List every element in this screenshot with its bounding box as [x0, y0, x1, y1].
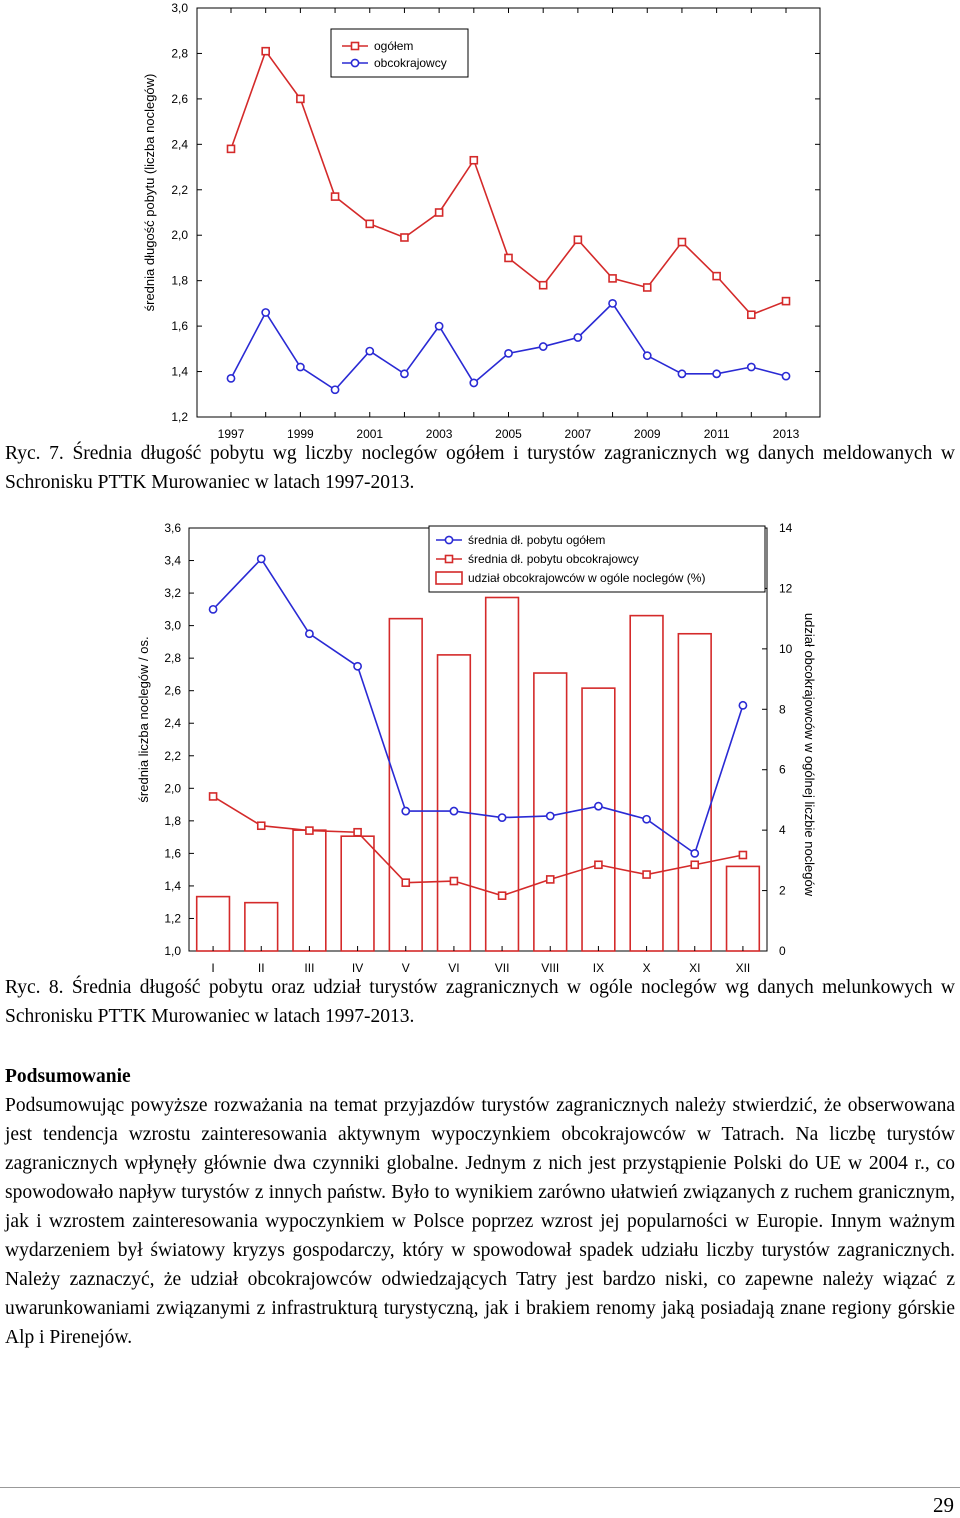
y-tick-label: 3,2 [164, 586, 181, 601]
y-tick-label: 1,2 [171, 410, 188, 424]
y2-tick-label: 8 [779, 702, 786, 717]
data-point [595, 803, 602, 810]
x-tick-label: VI [448, 961, 460, 975]
data-point [505, 350, 512, 357]
bar [341, 836, 374, 951]
x-tick-label: VIII [541, 961, 560, 975]
y-axis-label: średnia liczba noclegów / os. [136, 636, 151, 803]
x-tick-label: III [304, 961, 315, 975]
data-point [547, 812, 554, 819]
data-point [401, 370, 408, 377]
data-point [691, 861, 698, 868]
data-point [739, 702, 746, 709]
bar [438, 655, 471, 951]
data-point [227, 375, 234, 382]
x-tick-label: 2007 [564, 427, 592, 441]
x-tick-label: 2013 [772, 427, 800, 441]
y2-tick-label: 10 [779, 641, 793, 656]
data-point [498, 814, 505, 821]
data-point [713, 370, 720, 377]
y-tick-label: 2,6 [171, 91, 188, 106]
y-tick-label: 2,4 [164, 716, 181, 731]
y2-axis-label: udział obcokrajowców w ogólnej liczbie noclegów [802, 612, 817, 897]
data-point [354, 829, 361, 836]
legend [331, 29, 468, 77]
y-tick-label: 3,0 [171, 1, 188, 15]
data-point [436, 323, 443, 330]
chart-1 [0, 0, 960, 445]
data-point [402, 879, 409, 886]
y-tick-label: 2,0 [164, 781, 181, 796]
y-tick-label: 3,6 [164, 521, 181, 535]
x-tick-label: IX [592, 961, 605, 975]
x-tick-label: I [211, 961, 215, 975]
y-tick-label: 1,6 [171, 319, 188, 334]
data-point [401, 234, 408, 241]
data-point [540, 282, 547, 289]
figure-caption-8: Ryc. 8. Średnia długość pobytu oraz udział turystów zagranicznych w ogóle noclegów wg danych melunkowych w Schronisku PTTK Murowaniec w latach 1997-2013. [5, 977, 955, 1027]
data-point [609, 300, 616, 307]
data-point [258, 555, 265, 562]
y-tick-label: 2,0 [171, 228, 188, 243]
data-point [643, 871, 650, 878]
data-point [505, 254, 512, 261]
page-number: 29 [933, 1493, 954, 1517]
x-tick-label: IV [351, 961, 364, 975]
data-point [306, 630, 313, 637]
data-point [470, 379, 477, 386]
y2-tick-label: 6 [779, 762, 786, 777]
data-point [540, 343, 547, 350]
legend-marker [446, 556, 453, 563]
bar [389, 619, 422, 951]
series-line [231, 51, 786, 315]
y2-tick-label: 2 [779, 883, 786, 898]
x-tick-label: VII [494, 961, 510, 975]
data-point [739, 852, 746, 859]
data-point [332, 193, 339, 200]
x-tick-label: II [257, 961, 265, 975]
data-point [595, 861, 602, 868]
data-point [644, 284, 651, 291]
y2-tick-label: 12 [779, 581, 793, 596]
bar [293, 830, 326, 951]
data-point [228, 145, 235, 152]
y-tick-label: 2,8 [164, 651, 181, 666]
data-point [450, 807, 457, 814]
y-tick-label: 1,4 [164, 878, 181, 893]
y-tick-label: 2,2 [171, 182, 188, 197]
data-point [643, 816, 650, 823]
data-point [713, 273, 720, 280]
data-point [297, 95, 304, 102]
y-tick-label: 2,4 [171, 137, 188, 152]
x-tick-label: 1999 [287, 427, 314, 441]
data-point [574, 334, 581, 341]
y-tick-label: 2,6 [164, 683, 181, 698]
x-tick-label: 2003 [425, 427, 453, 441]
y2-tick-label: 14 [779, 521, 793, 535]
data-point [366, 220, 373, 227]
y-tick-label: 1,8 [164, 813, 181, 828]
bar [582, 688, 615, 951]
data-point [297, 363, 304, 370]
data-point [354, 663, 361, 670]
y-axis-label: średnia długość pobytu (liczba noclegów) [142, 73, 157, 312]
data-point [691, 850, 698, 857]
x-tick-label: 2011 [703, 427, 730, 441]
summary-body [5, 1091, 955, 1352]
data-point [547, 876, 554, 883]
bar [727, 866, 760, 951]
y-tick-label: 3,4 [164, 553, 181, 568]
y2-tick-label: 0 [779, 944, 786, 958]
footer-divider [0, 1487, 960, 1488]
data-point [262, 48, 269, 55]
legend-marker [352, 43, 359, 50]
y-tick-label: 2,8 [171, 46, 188, 61]
x-tick-label: XI [689, 961, 701, 975]
legend-label: obcokrajowcy [374, 56, 447, 70]
legend-label: udział obcokrajowców w ogóle noclegów (%) [468, 571, 706, 585]
data-point [210, 793, 217, 800]
x-tick-label: XII [735, 961, 751, 975]
legend-label: średnia dł. pobytu ogółem [468, 533, 606, 547]
y-tick-label: 3,0 [164, 618, 181, 633]
data-point [436, 209, 443, 216]
summary-paragraph: Podsumowując powyższe rozważania na temat przyjazdów turystów zagranicznych należy stwierdzić, że obserwowana jest tendencja wzrostu zainteresowania aktywnym wypoczynkiem obcokrajowców w Tatrach. Na liczbę turystów zagranicznych wpłynęły głównie dwa czynniki globalne. Jednym z nich jest przystąpienie Polski do UE w 2004 r., co spowodowało napływ turystów z innych państw. Było to wynikiem zarówno ułatwień związanych z ruchem granicznym, jak i wzrostem zainteresowania wypoczynkiem w Polsce poprzez wzrost jej popularności w Europie. Innym ważnym wydarzeniem był światowy kryzys gospodarczy, który w spowodował spadek udziału liczby turystów zagranicznych. Należy zaznaczyć, że udział obcokrajowców odwiedzających Tatry jest bardzo niski, co zapewne należy wiązać z uwarunkowaniami związanymi z infrastrukturą turystyczną, jak i brakiem renomy jaką posiadają znane regiony górskie Alp i Pirenejów. [5, 1095, 955, 1348]
x-tick-label: 2005 [495, 427, 522, 441]
section-heading: Podsumowanie [5, 1066, 131, 1087]
x-tick-label: X [642, 961, 651, 975]
data-point [402, 807, 409, 814]
bar [197, 897, 230, 951]
chart-2 [0, 520, 960, 980]
data-point [306, 827, 313, 834]
y-tick-label: 1,0 [164, 944, 181, 958]
bar [245, 903, 278, 951]
data-point [499, 892, 506, 899]
data-point [609, 275, 616, 282]
data-point [331, 386, 338, 393]
data-point [574, 236, 581, 243]
y2-tick-label: 4 [779, 823, 786, 838]
legend-marker [351, 59, 358, 66]
data-point [678, 370, 685, 377]
x-tick-label: 2009 [633, 427, 661, 441]
data-point [644, 352, 651, 359]
legend-label: ogółem [374, 39, 414, 53]
data-point [782, 373, 789, 380]
data-point [262, 309, 269, 316]
y-tick-label: 1,4 [171, 364, 188, 379]
legend-marker [445, 536, 452, 543]
data-point [470, 157, 477, 164]
x-tick-label: 2001 [356, 427, 384, 441]
data-point [209, 606, 216, 613]
data-point [258, 822, 265, 829]
data-point [450, 878, 457, 885]
x-tick-label: 1997 [217, 427, 245, 441]
bar [630, 616, 663, 951]
legend [429, 526, 765, 592]
data-point [748, 363, 755, 370]
data-point [678, 239, 685, 246]
x-tick-label: V [401, 961, 410, 975]
legend-label: średnia dł. pobytu obcokrajowcy [468, 552, 639, 566]
data-point [366, 348, 373, 355]
data-point [783, 298, 790, 305]
figure-caption-7: Ryc. 7. Średnia długość pobytu wg liczby noclegów ogółem i turystów zagranicznych wg danych meldowanych w Schronisku PTTK Murowaniec w latach 1997-2013. [5, 443, 955, 493]
series-line [231, 303, 786, 389]
y-tick-label: 1,8 [171, 273, 188, 288]
y-tick-label: 2,2 [164, 748, 181, 763]
y-tick-label: 1,2 [164, 911, 181, 926]
bar [678, 634, 711, 951]
legend-swatch [436, 572, 462, 584]
data-point [748, 311, 755, 318]
y-tick-label: 1,6 [164, 846, 181, 861]
